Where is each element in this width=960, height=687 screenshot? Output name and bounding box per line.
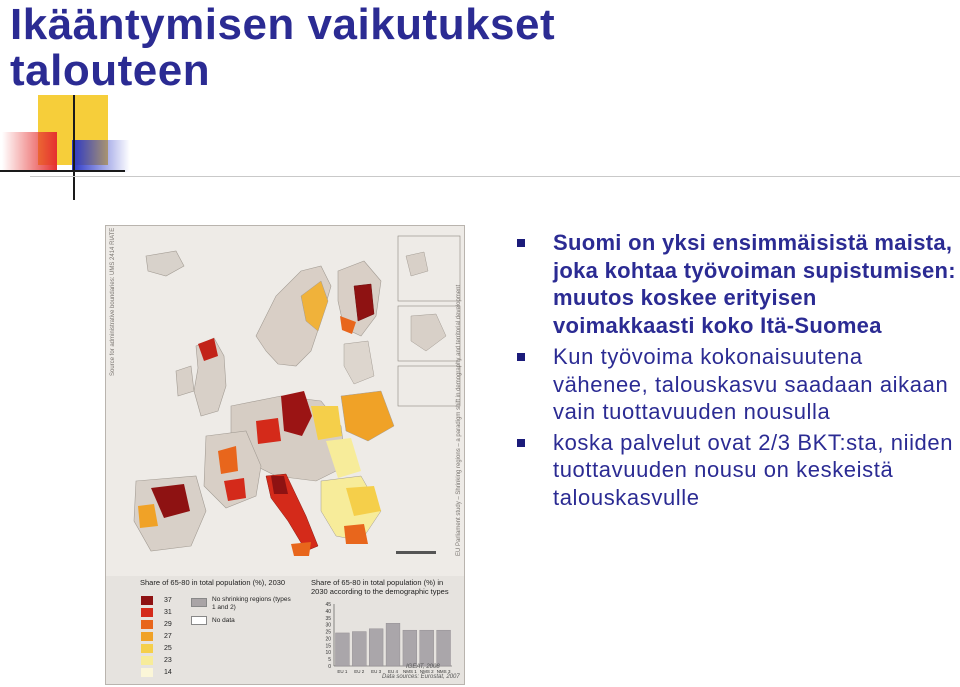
legend-color-swatch (141, 668, 153, 677)
mini-chart-category-label: NMS 2 (419, 669, 434, 674)
bullet-item-2 (515, 343, 960, 426)
bullet-square-icon (517, 353, 525, 361)
bullet-text-2: Kun työvoima kokonaisuutena vähenee, talouskasvu saadaan aikaan vain tuottavuuden nousulla (553, 344, 949, 424)
mini-chart-y-tick: 30 (325, 622, 331, 629)
legend-value-label: 31 (164, 609, 172, 616)
bullet-square-icon (517, 439, 525, 447)
title-line-2: talouteen (10, 46, 211, 95)
legend-value-label: 29 (164, 621, 172, 628)
legend-value-label: 23 (164, 657, 172, 664)
credit-data-source: Data sources: Eurostat, 2007 (382, 674, 460, 680)
bullet-item-1 (515, 229, 960, 339)
legend-value-label: 27 (164, 633, 172, 640)
decorative-vertical-line (73, 95, 75, 200)
legend-color-swatch (141, 632, 153, 641)
mini-chart-category-label: EU 1 (337, 669, 348, 674)
bullet-list (515, 229, 960, 511)
mini-chart-category-label: EU 4 (387, 669, 399, 674)
credit-igeat: IGEAT, 2008 (406, 664, 440, 670)
title-line-1: Ikääntymisen vaikutukset (10, 0, 556, 49)
mini-chart-bar (336, 633, 350, 666)
decorative-horizontal-line (0, 170, 125, 172)
mini-chart-y-tick: 40 (325, 608, 331, 615)
mini-chart-category-label: EU 3 (371, 669, 382, 674)
legend-color-swatch (141, 608, 153, 617)
mini-chart-y-tick: 20 (325, 636, 331, 643)
legend-no-data-label: No data (212, 617, 235, 624)
europe-map (106, 226, 465, 576)
slide-title (10, 2, 810, 94)
legend-color-swatch (141, 596, 153, 605)
map-study-caption: EU Parliament study – Shrinking regions – a paradigm shift in demography and territorial development (456, 284, 462, 556)
mini-chart-y-tick: 10 (325, 650, 331, 657)
mini-chart-bar (403, 630, 417, 666)
mini-chart-bar (369, 629, 383, 666)
bullet-text-1: Suomi on yksi ensimmäisistä maista, joka kohtaa työvoiman supistumisen: muutos koskee erityisen voimakkaasti koko Itä-Suomea (553, 230, 956, 338)
legend-no-shrinking-label: No shrinking regions (types 1 and 2) (212, 596, 291, 611)
mini-chart-bar (352, 632, 366, 666)
legend-color-swatch (141, 644, 153, 653)
decorative-blue-bar (72, 140, 130, 172)
mini-chart-y-tick: 0 (328, 664, 331, 670)
bullet-square-icon (517, 239, 525, 247)
legend-value-label: 37 (164, 597, 172, 604)
mini-chart-bar (386, 623, 400, 666)
decorative-red-bar (2, 132, 57, 170)
mini-chart-category-label: NMS 1 (402, 669, 417, 674)
mini-chart-y-tick: 35 (325, 615, 331, 622)
mini-chart-y-tick: 15 (325, 643, 331, 650)
map-source-caption: Source for administrative boundaries: UMS 2414 RIATE (110, 227, 116, 376)
title-divider (30, 176, 960, 177)
legend-color-swatch (141, 620, 153, 629)
legend-no-shrinking-swatch (191, 598, 207, 607)
mini-chart-y-tick: 25 (325, 629, 331, 636)
legend-no-data-swatch (191, 616, 207, 625)
mini-chart-bar (437, 630, 451, 666)
mini-chart-y-tick: 5 (328, 657, 331, 664)
europe-ageing-map-figure (105, 225, 465, 685)
mini-chart-bar (420, 630, 434, 666)
legend-value-label: 14 (164, 669, 172, 676)
legend-value-label: 25 (164, 645, 172, 652)
bullet-item-3 (515, 429, 960, 512)
europe-map-graphic (106, 226, 465, 576)
legend-left-title: Share of 65-80 in total population (%), 2030 (140, 578, 286, 587)
map-legend (106, 576, 465, 685)
mini-chart-y-tick: 45 (325, 602, 331, 608)
legend-color-swatch (141, 656, 153, 665)
bullet-text-3: koska palvelut ovat 2/3 BKT:sta, niiden tuottavuuden nousu on keskeistä talouskasvulle (553, 429, 954, 510)
legend-right-title: Share of 65-80 in total population (%) in 2030 according to the demographic types (311, 578, 449, 596)
mini-chart-category-label: EU 2 (354, 669, 365, 674)
mini-chart-category-label: NMS 3 (436, 669, 451, 674)
